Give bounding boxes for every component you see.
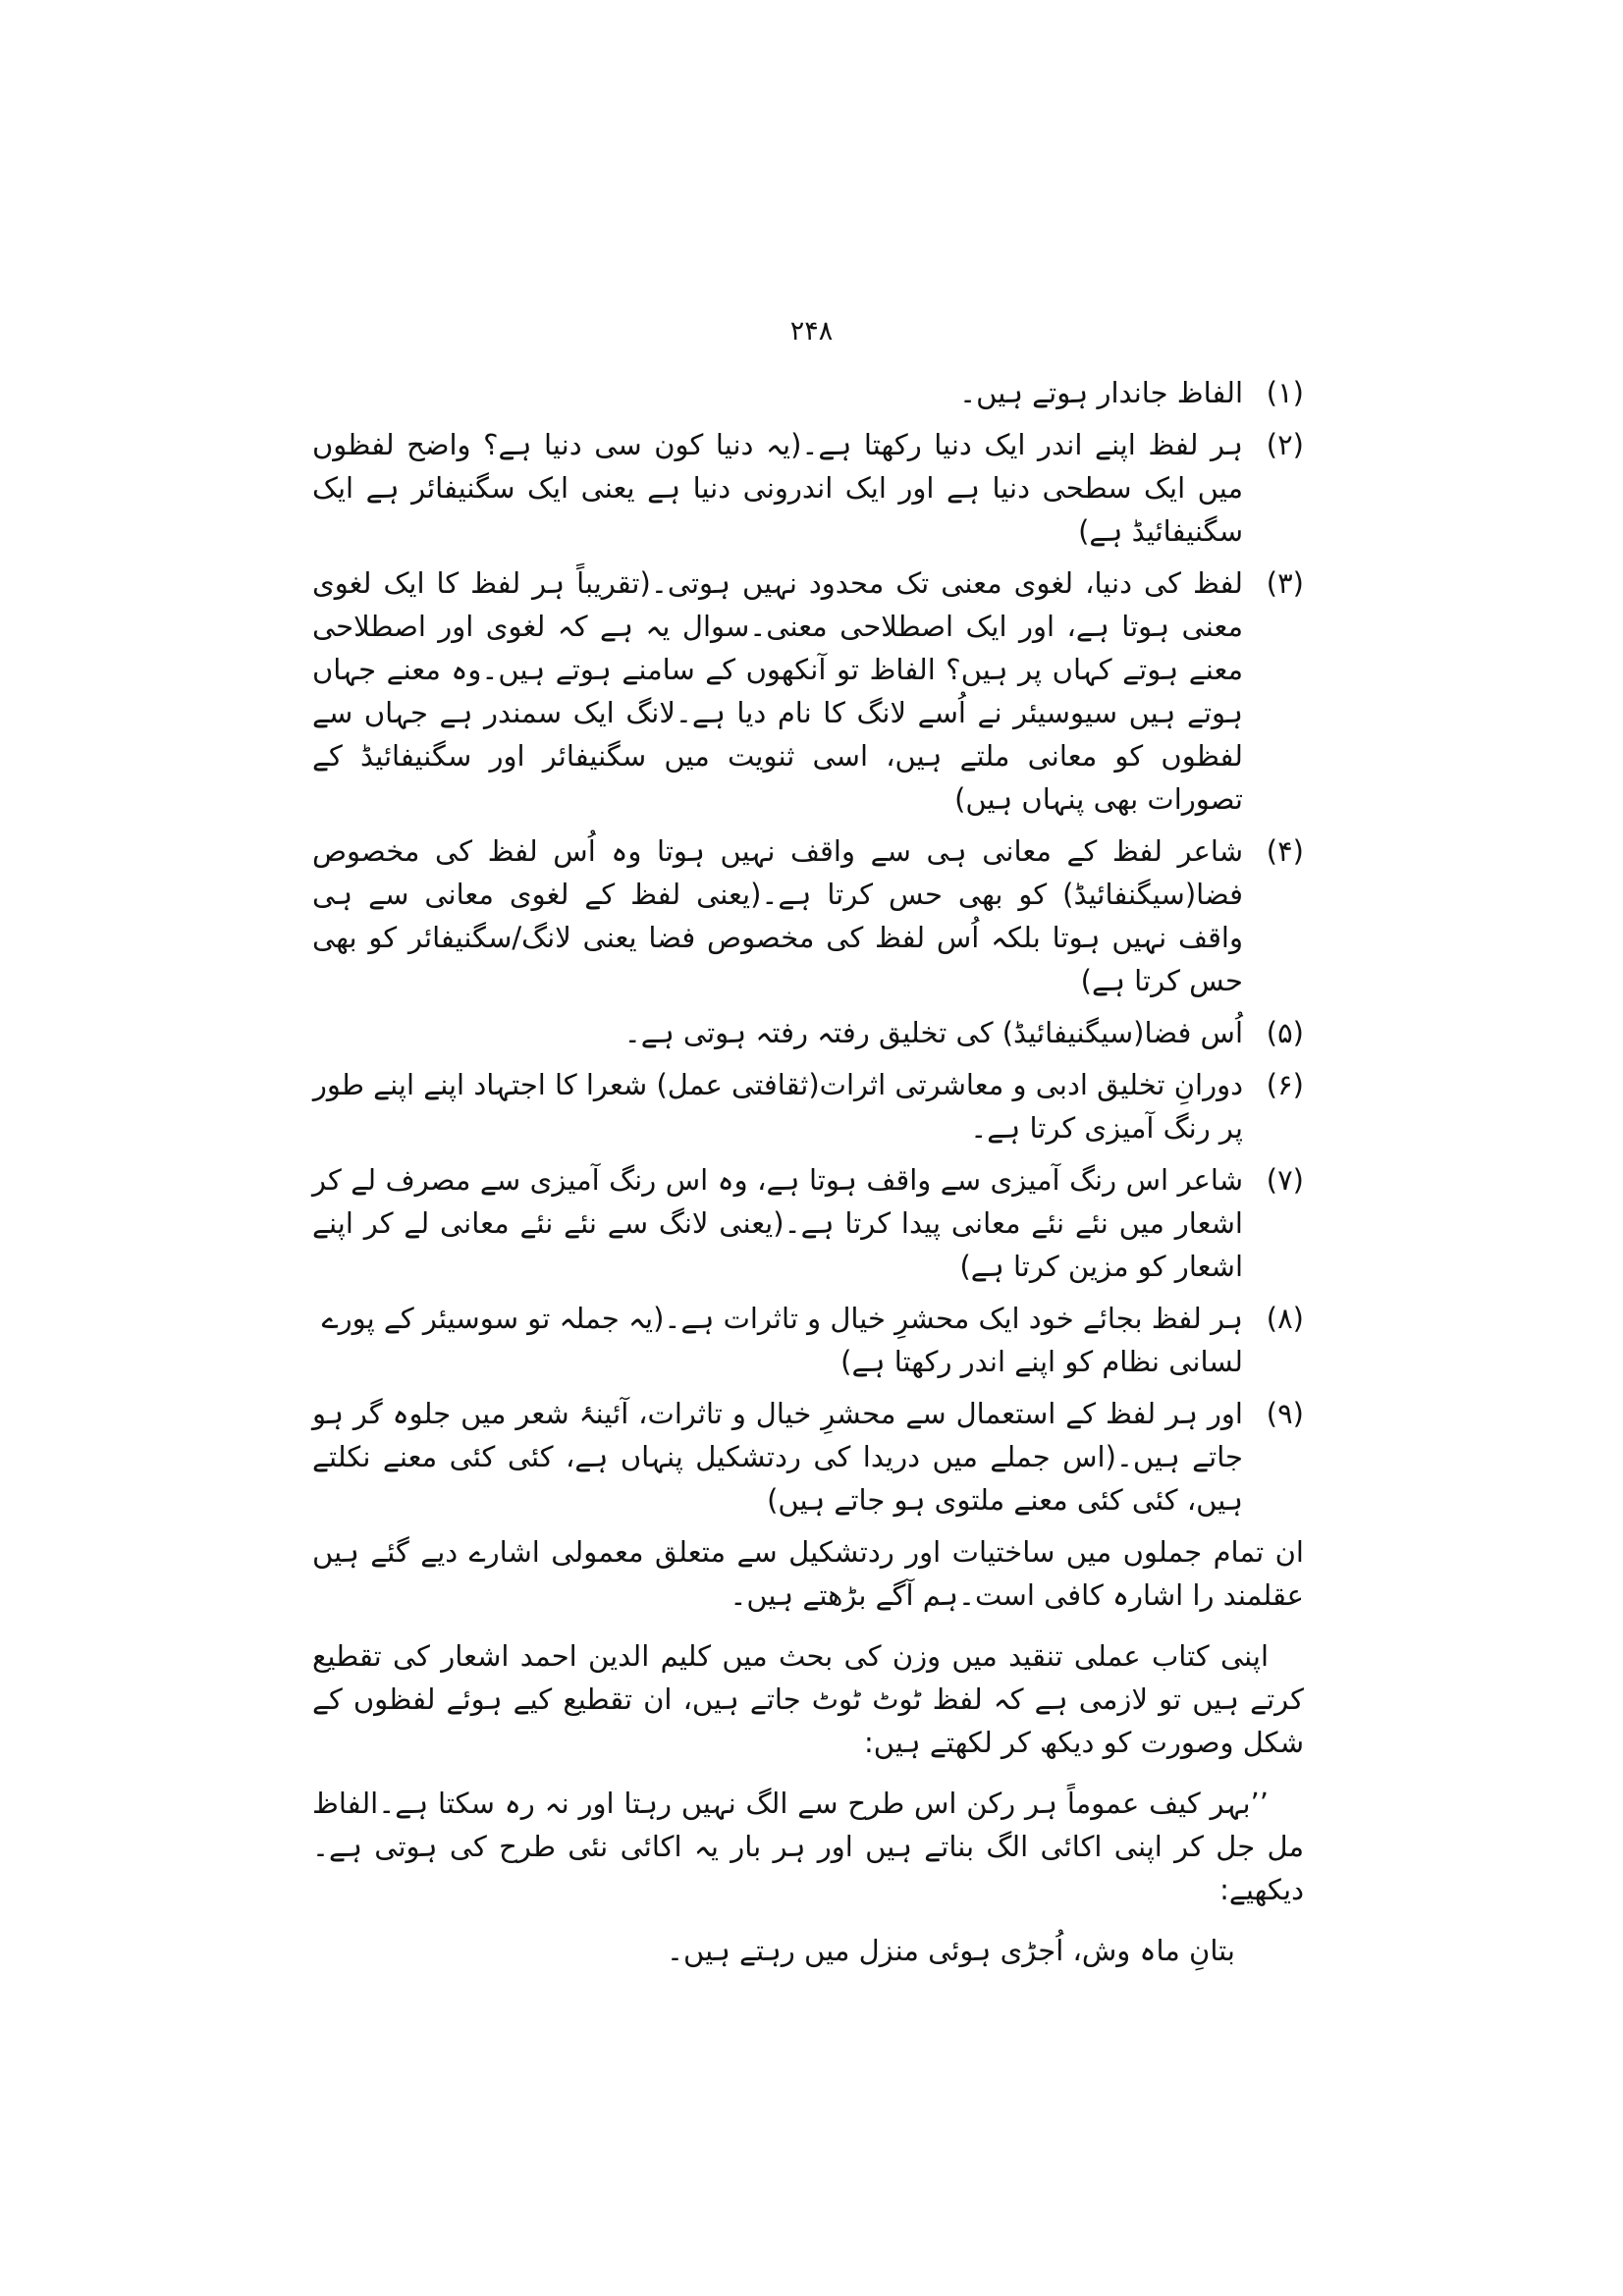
item-number: (۸) xyxy=(1266,1302,1304,1335)
list-item-9 xyxy=(312,1392,1304,1522)
item-text: لفظ کی دنیا، لغوی معنی تک محدود نہیں ہوتی۔(تقریباً ہر لفظ کا ایک لغوی معنی ہوتا ہے، اور ایک اصطلاحی معنی۔سوال یہ ہے کہ لغوی اور اصطلاحی معنے ہوتے کہاں پر ہیں؟ الفاظ تو آنکھوں کے سامنے ہوتے ہیں۔وہ معنے جہاں ہوتے ہیں سیوسیئر نے اُسے لانگ کا نام دیا ہے۔لانگ ایک سمندر ہے جہاں سے لفظوں کو معانی ملتے ہیں، اسی ثنویت میں سگنیفائر اور سگنیفائیڈ کے تصورات بھی پنہاں ہیں) xyxy=(312,566,1243,816)
item-text: اُس فضا(سیگنیفائیڈ) کی تخلیق رفتہ رفتہ ہوتی ہے۔ xyxy=(623,1016,1243,1049)
list-item-7 xyxy=(312,1158,1304,1288)
item-text: ہر لفظ اپنے اندر ایک دنیا رکھتا ہے۔(یہ دنیا کون سی دنیا ہے؟ واضح لفظوں میں ایک سطحی دنیا ہے اور ایک اندرونی دنیا ہے یعنی ایک سگنیفائر ہے ایک سگنیفائیڈ ہے) xyxy=(312,428,1243,548)
list-item-4 xyxy=(312,829,1304,1002)
item-number: (۹) xyxy=(1266,1397,1304,1430)
verse-line: بتانِ ماہ وش، اُجڑی ہوئی منزل میں رہتے ہیں۔ xyxy=(667,1934,1235,1967)
list-item-5 xyxy=(312,1011,1304,1054)
list-item-3 xyxy=(312,561,1304,821)
item-number: (۷) xyxy=(1266,1163,1304,1197)
list-item-2 xyxy=(312,423,1304,553)
item-number: (۲) xyxy=(1266,428,1304,461)
item-number: (۳) xyxy=(1266,566,1304,600)
paragraph-summary: ان تمام جملوں میں ساختیات اور ردتشکیل سے متعلق معمولی اشارے دیے گئے ہیں عقلمند را اشارہ کافی است۔ہم آگے بڑھتے ہیں۔ xyxy=(312,1535,1304,1612)
item-text: شاعر اس رنگ آمیزی سے واقف ہوتا ہے، وہ اس رنگ آمیزی سے مصرف لے کر اشعار میں نئے نئے معانی پیدا کرتا ہے۔(یعنی لانگ سے نئے نئے معانی لے کر اپنے اشعار کو مزین کرتا ہے) xyxy=(312,1163,1243,1283)
list-item-6 xyxy=(312,1063,1304,1149)
item-text: ہر لفظ بجائے خود ایک محشرِ خیال و تاثرات ہے۔(یہ جملہ تو سوسیئر کے پورے لسانی نظام کو اپنے اندر رکھتا ہے) xyxy=(321,1302,1243,1378)
item-text: شاعر لفظ کے معانی ہی سے واقف نہیں ہوتا وہ اُس لفظ کی مخصوص فضا(سیگنفائیڈ) کو بھی حس کرتا ہے۔(یعنی لفظ کے لغوی معانی سے ہی واقف نہیں ہوتا بلکہ اُس لفظ کی مخصوص فضا یعنی لانگ/سگنیفائر کو بھی حس کرتا ہے) xyxy=(312,834,1243,997)
item-text: دورانِ تخلیق ادبی و معاشرتی اثرات(ثقافتی عمل) شعرا کا اجتہاد اپنے اپنے طور پر رنگ آمیزی کرتا ہے۔ xyxy=(312,1068,1243,1145)
item-text: الفاظ جاندار ہوتے ہیں۔ xyxy=(959,376,1243,409)
page-number: ۲۴۸ xyxy=(789,316,834,347)
block-quote: ’’بہر کیف عموماً ہر رکن اس طرح سے الگ نہیں رہتا اور نہ رہ سکتا ہے۔الفاظ مل جل کر اپنی اکائی الگ بناتے ہیں اور ہر بار یہ اکائی نئی طرح کی ہوتی ہے۔دیکھیے: xyxy=(312,1787,1304,1906)
item-text: اور ہر لفظ کے استعمال سے محشرِ خیال و تاثرات، آئینۂ شعر میں جلوہ گر ہو جاتے ہیں۔(اس جملے میں دریدا کی ردتشکیل پنہاں ہے، کئی کئی معنے نکلتے ہیں، کئی کئی معنے ملتوی ہو جاتے ہیں) xyxy=(312,1397,1243,1517)
item-number: (۵) xyxy=(1266,1016,1304,1049)
item-number: (۶) xyxy=(1266,1068,1304,1101)
item-number: (۴) xyxy=(1266,834,1304,868)
paragraph-kaleem: اپنی کتاب عملی تنقید میں وزن کی بحث میں کلیم الدین احمد اشعار کی تقطیع کرتے ہیں تو لازمی ہے کہ لفظ ٹوٹ ٹوٹ جاتے ہیں، ان تقطیع کیے ہوئے لفظوں کے شکل وصورت کو دیکھ کر لکھتے ہیں: xyxy=(312,1639,1304,1759)
item-number: (۱) xyxy=(1266,376,1304,409)
list-item-8 xyxy=(312,1297,1304,1383)
list-item-1 xyxy=(312,371,1304,414)
body-text xyxy=(312,371,1304,1972)
